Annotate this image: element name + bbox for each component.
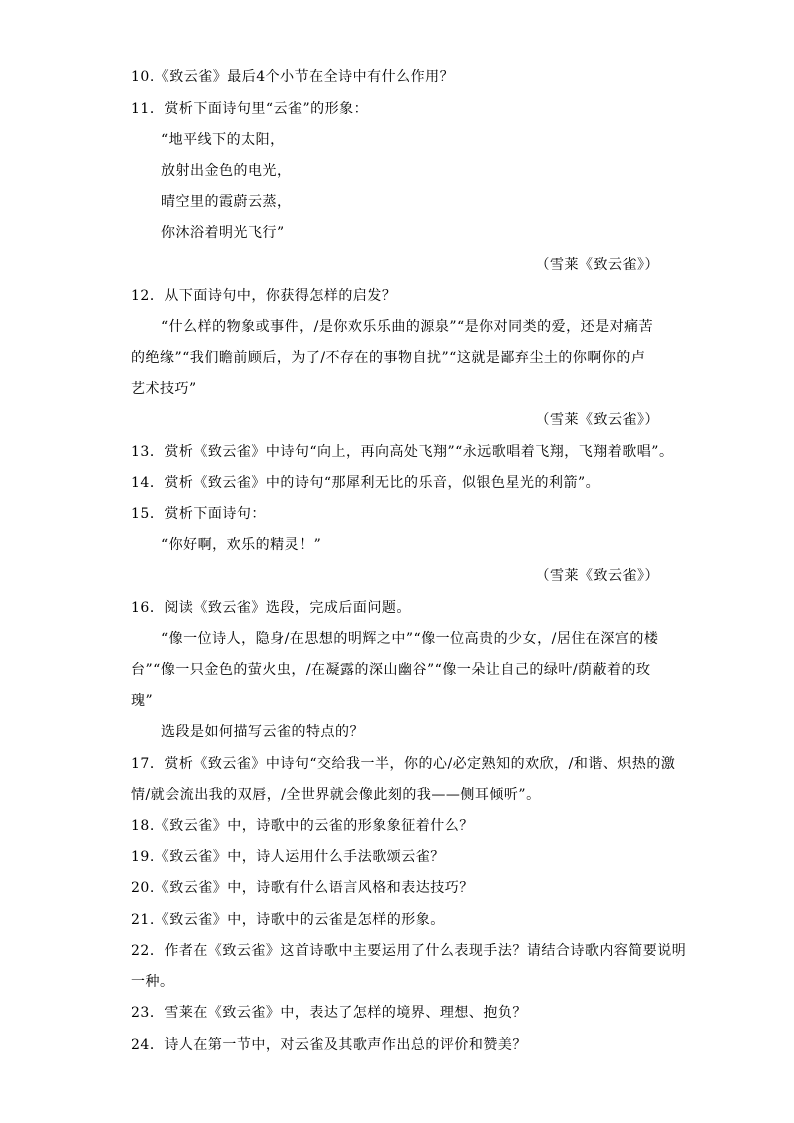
question-24: 24．诗人在第一节中，对云雀及其歌声作出总的评价和赞美？ bbox=[131, 1037, 527, 1053]
quote-line: “像一位诗人，隐身/在思想的明辉之中”“像一位高贵的少女，/居住在深宫的楼 bbox=[161, 631, 659, 647]
question-22-cont: 一种。 bbox=[131, 974, 175, 990]
quote-line: “你好啊，欢乐的精灵！” bbox=[161, 537, 322, 553]
question-13: 13．赏析《致云雀》中诗句“向上，再向高处飞翔”“永远歌唱着飞翔，飞翔着歌唱”。 bbox=[131, 444, 674, 460]
quote-line: 艺术技巧” bbox=[131, 381, 197, 397]
poem-line: 你沐浴着明光飞行” bbox=[161, 225, 285, 241]
question-12: 12．从下面诗句中，你获得怎样的启发？ bbox=[131, 288, 397, 304]
question-21: 21.《致云雀》中，诗歌中的云雀是怎样的形象。 bbox=[131, 912, 445, 928]
question-17: 17．赏析《致云雀》中诗句“交给我一半，你的心/必定熟知的欢欣，/和谐、炽热的激 bbox=[131, 756, 676, 772]
question-10: 10.《致云雀》最后4个小节在全诗中有什么作用？ bbox=[131, 69, 455, 85]
quote-line: 的绝缘”“我们瞻前顾后，为了/不存在的事物自扰”“这就是鄙弃尘土的你啊你的卢 bbox=[131, 350, 646, 366]
question-16: 16．阅读《致云雀》选段，完成后面问题。 bbox=[131, 600, 411, 616]
sub-question: 选段是如何描写云雀的特点的？ bbox=[161, 724, 364, 740]
poem-source: （雪莱《致云雀》） bbox=[535, 412, 659, 428]
poem-line: 放射出金色的电光， bbox=[161, 163, 292, 179]
question-19: 19.《致云雀》中，诗人运用什么手法歌颂云雀？ bbox=[131, 849, 445, 865]
quote-line: 瑰” bbox=[131, 693, 154, 709]
question-14: 14．赏析《致云雀》中的诗句“那犀利无比的乐音，似银色星光的利箭”。 bbox=[131, 475, 601, 491]
poem-line: “地平线下的太阳， bbox=[161, 132, 285, 148]
question-17-cont: 情/就会流出我的双唇，/全世界就会像此刻的我——侧耳倾听”。 bbox=[131, 787, 541, 803]
question-15: 15．赏析下面诗句： bbox=[131, 506, 266, 522]
poem-line: 晴空里的霞蔚云蒸， bbox=[161, 194, 292, 210]
quote-line: 台”“像一只金色的萤火虫，/在凝露的深山幽谷”“像一朵让自己的绿叶/荫蔽着的玫 bbox=[131, 662, 651, 678]
question-18: 18.《致云雀》中，诗歌中的云雀的形象象征着什么？ bbox=[131, 818, 474, 834]
poem-source: （雪莱《致云雀》） bbox=[535, 568, 659, 584]
question-20: 20.《致云雀》中，诗歌有什么语言风格和表达技巧？ bbox=[131, 880, 474, 896]
quote-line: “什么样的物象或事件，/是你欢乐乐曲的源泉”“是你对同类的爱，还是对痛苦 bbox=[161, 319, 654, 335]
question-23: 23．雪莱在《致云雀》中，表达了怎样的境界、理想、抱负？ bbox=[131, 1005, 527, 1021]
question-11: 11．赏析下面诗句里“云雀”的形象： bbox=[131, 101, 369, 117]
question-22: 22．作者在《致云雀》这首诗歌中主要运用了什么表现手法？请结合诗歌内容简要说明 bbox=[131, 943, 687, 959]
poem-source: （雪莱《致云雀》） bbox=[535, 257, 659, 273]
